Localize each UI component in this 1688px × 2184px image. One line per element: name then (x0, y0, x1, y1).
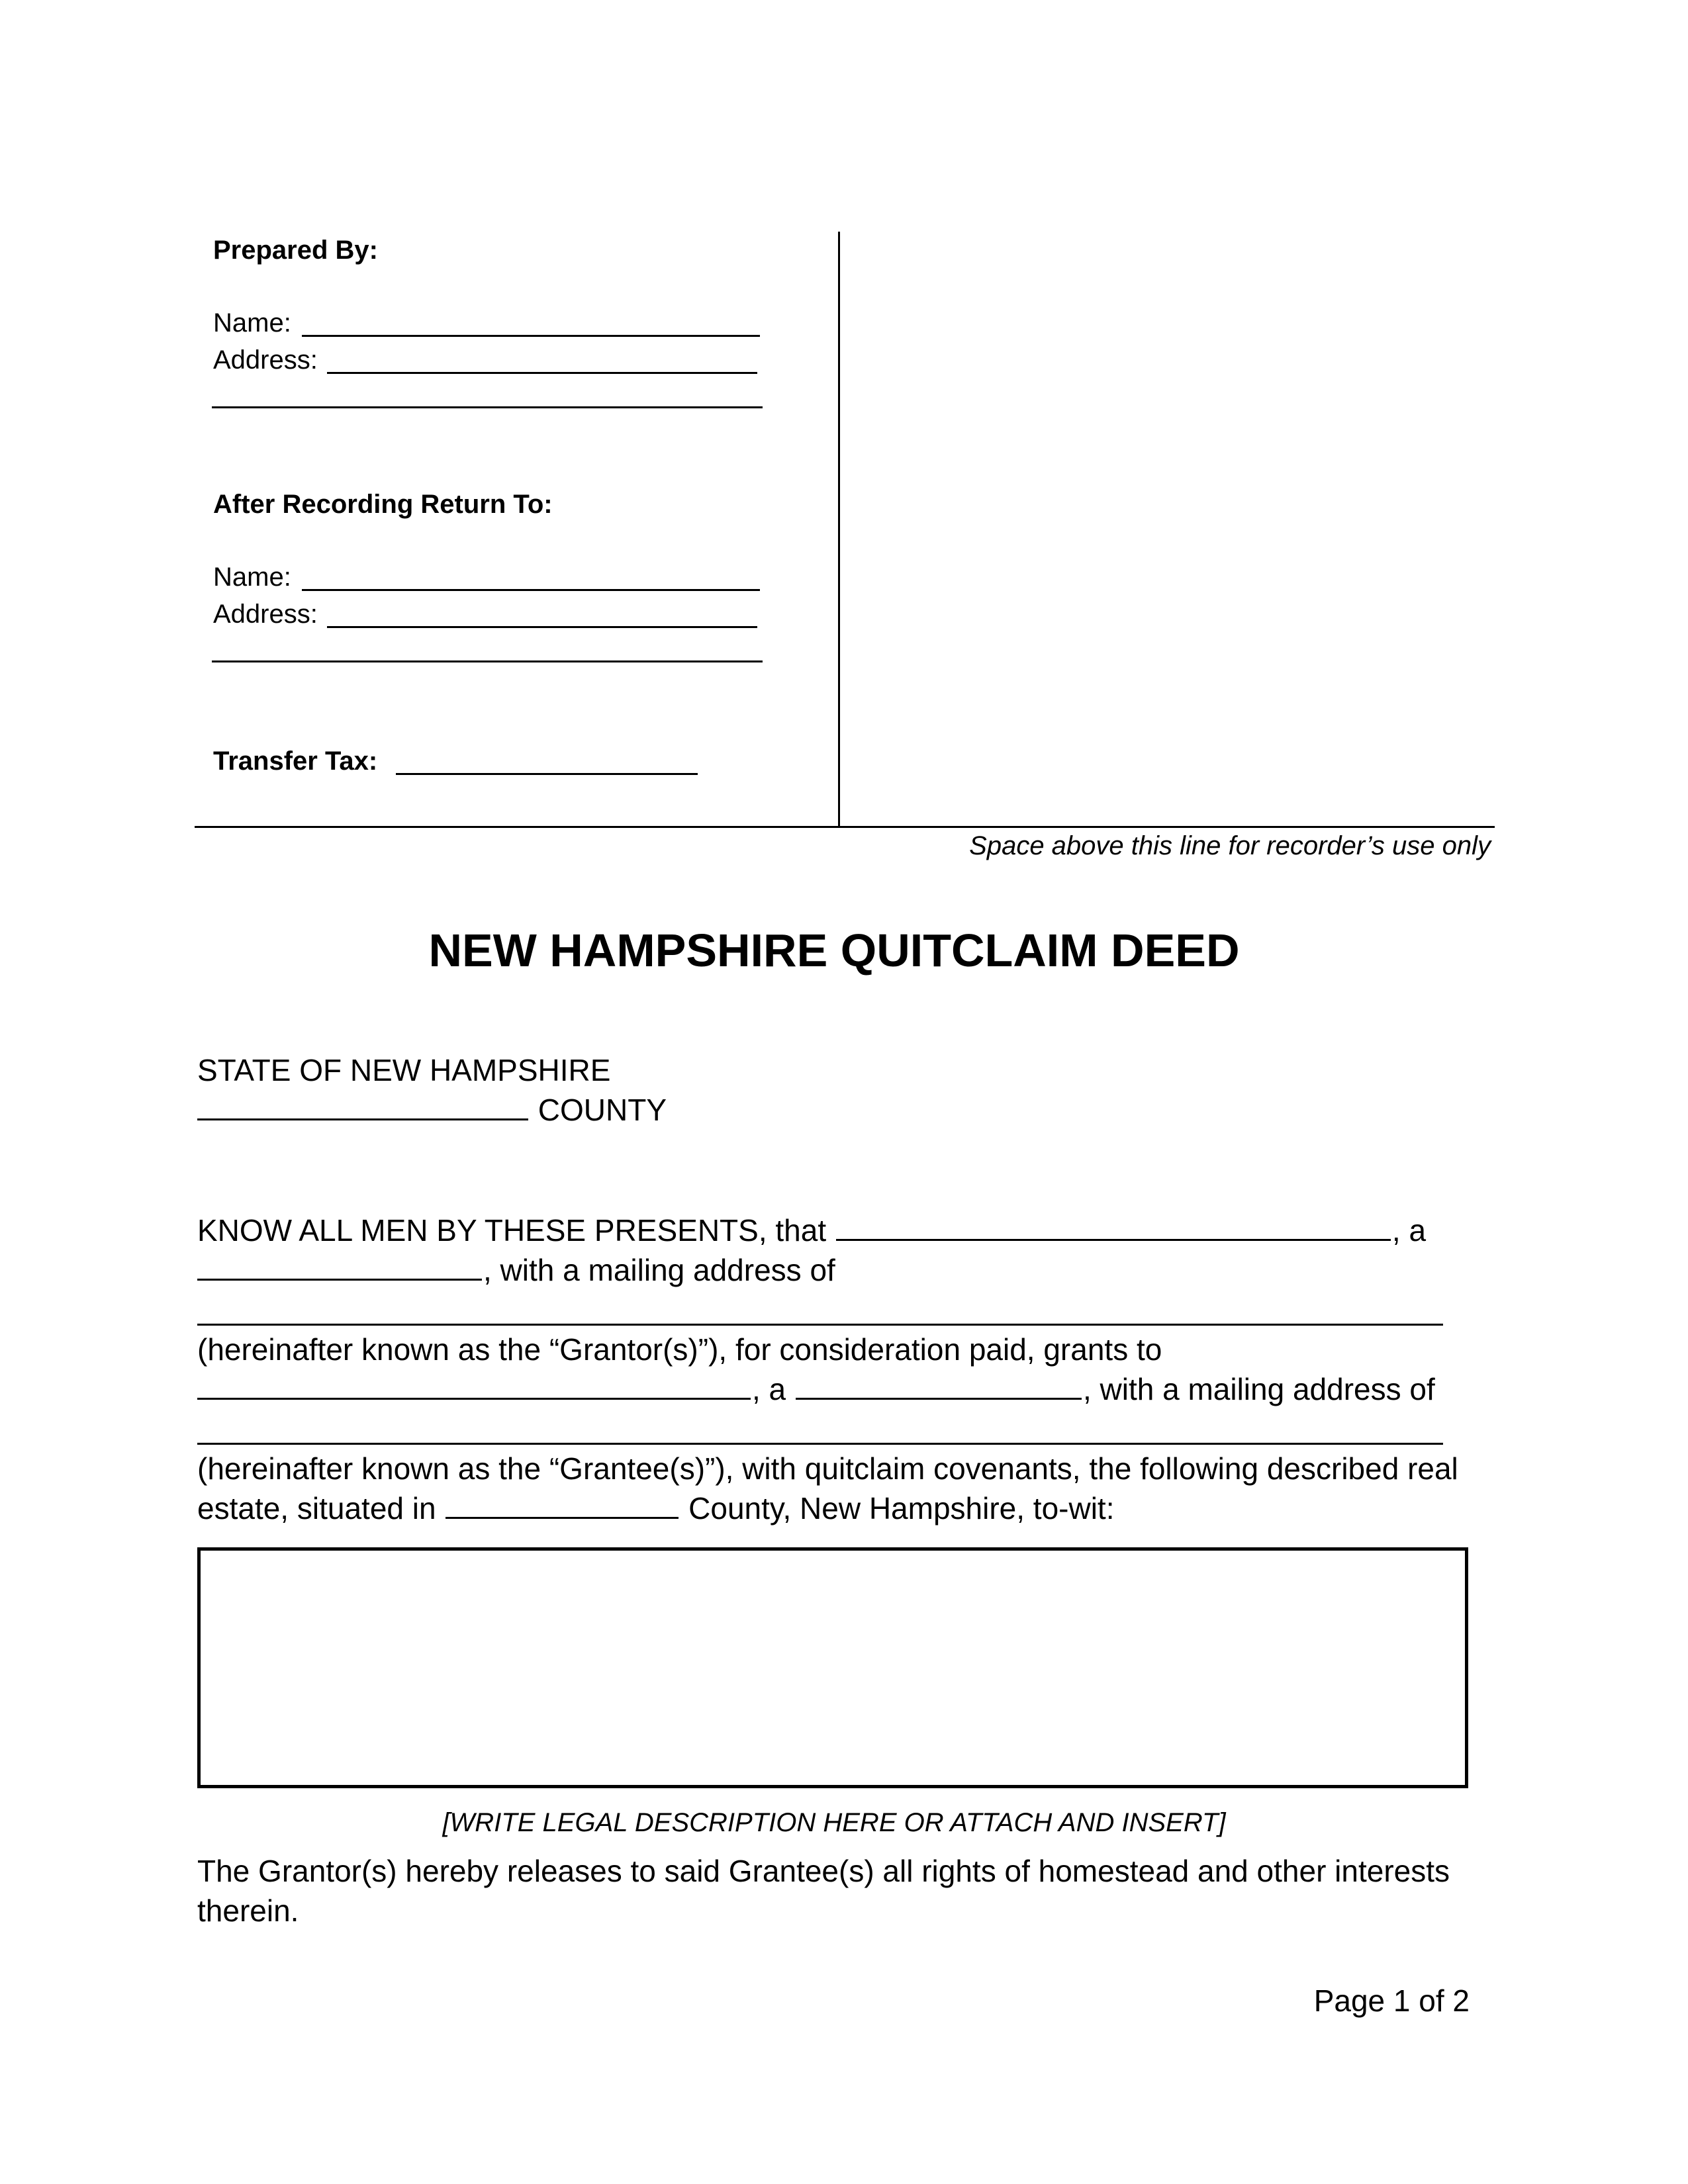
prepared-by-address-label: Address: (213, 345, 318, 375)
grantee-hereinafter-text: (hereinafter known as the “Grantee(s)”), with quitclaim covenants, the following described real (197, 1451, 1458, 1486)
estate-situated-text: estate, situated in (197, 1491, 436, 1525)
return-to-address-label: Address: (213, 600, 318, 629)
venue-county-label: COUNTY (538, 1093, 667, 1127)
county-field[interactable] (197, 1097, 528, 1120)
venue-state: STATE OF NEW HAMPSHIRE (197, 1053, 611, 1087)
grantor-hereinafter-text: (hereinafter known as the “Grantor(s)”), for consideration paid, grants to (197, 1332, 1162, 1367)
page-title: NEW HAMPSHIRE QUITCLAIM DEED (428, 925, 1240, 976)
return-to-address-field-line2[interactable] (212, 660, 763, 662)
grantor-a-text: , a (1391, 1213, 1427, 1248)
prepared-by-address-field[interactable] (327, 372, 757, 374)
know-all-men-text: KNOW ALL MEN BY THESE PRESENTS, that (197, 1213, 827, 1248)
recorder-note: Space above this line for recorder’s use only (969, 831, 1491, 860)
venue-county-row (197, 1092, 667, 1128)
page-number: Page 1 of 2 (1313, 1983, 1470, 2018)
property-county-field[interactable] (445, 1496, 679, 1519)
body-line-2 (197, 1252, 835, 1288)
grantee-type-field[interactable] (796, 1377, 1082, 1400)
prepared-by-name-label: Name: (213, 308, 291, 338)
return-to-heading: After Recording Return To: (213, 490, 553, 519)
return-to-name-label: Name: (213, 563, 291, 592)
grantor-mailing-text: , with a mailing address of (483, 1253, 835, 1287)
grantor-name-field[interactable] (836, 1218, 1391, 1241)
legal-description-caption: [WRITE LEGAL DESCRIPTION HERE OR ATTACH AND INSERT] (442, 1808, 1226, 1837)
return-to-address-field[interactable] (327, 626, 757, 628)
transfer-tax-field[interactable] (396, 773, 698, 775)
return-to-name-field[interactable] (302, 589, 760, 591)
grantor-type-field[interactable] (197, 1257, 482, 1281)
body-line-5 (197, 1371, 1435, 1407)
grantee-a-text: , a (752, 1372, 786, 1406)
county-nh-towit-text: County, New Hampshire, to-wit: (688, 1491, 1115, 1525)
grantee-address-field[interactable] (197, 1443, 1443, 1445)
legal-description-box[interactable] (197, 1547, 1468, 1788)
grantor-address-field[interactable] (197, 1324, 1443, 1326)
recorder-vertical-divider (838, 232, 840, 827)
grantee-name-field[interactable] (197, 1377, 751, 1400)
recorder-horizontal-line (195, 826, 1495, 828)
body-line-8 (197, 1490, 1115, 1526)
grantee-mailing-text: , with a mailing address of (1082, 1372, 1435, 1406)
prepared-by-address-field-line2[interactable] (212, 406, 763, 408)
body-line-1 (197, 1212, 1426, 1248)
release-paragraph-line-2: therein. (197, 1893, 299, 1928)
transfer-tax-label: Transfer Tax: (213, 747, 378, 776)
prepared-by-heading: Prepared By: (213, 236, 378, 265)
prepared-by-name-field[interactable] (302, 335, 760, 337)
release-paragraph-line-1: The Grantor(s) hereby releases to said Grantee(s) all rights of homestead and other interests (197, 1854, 1450, 1888)
